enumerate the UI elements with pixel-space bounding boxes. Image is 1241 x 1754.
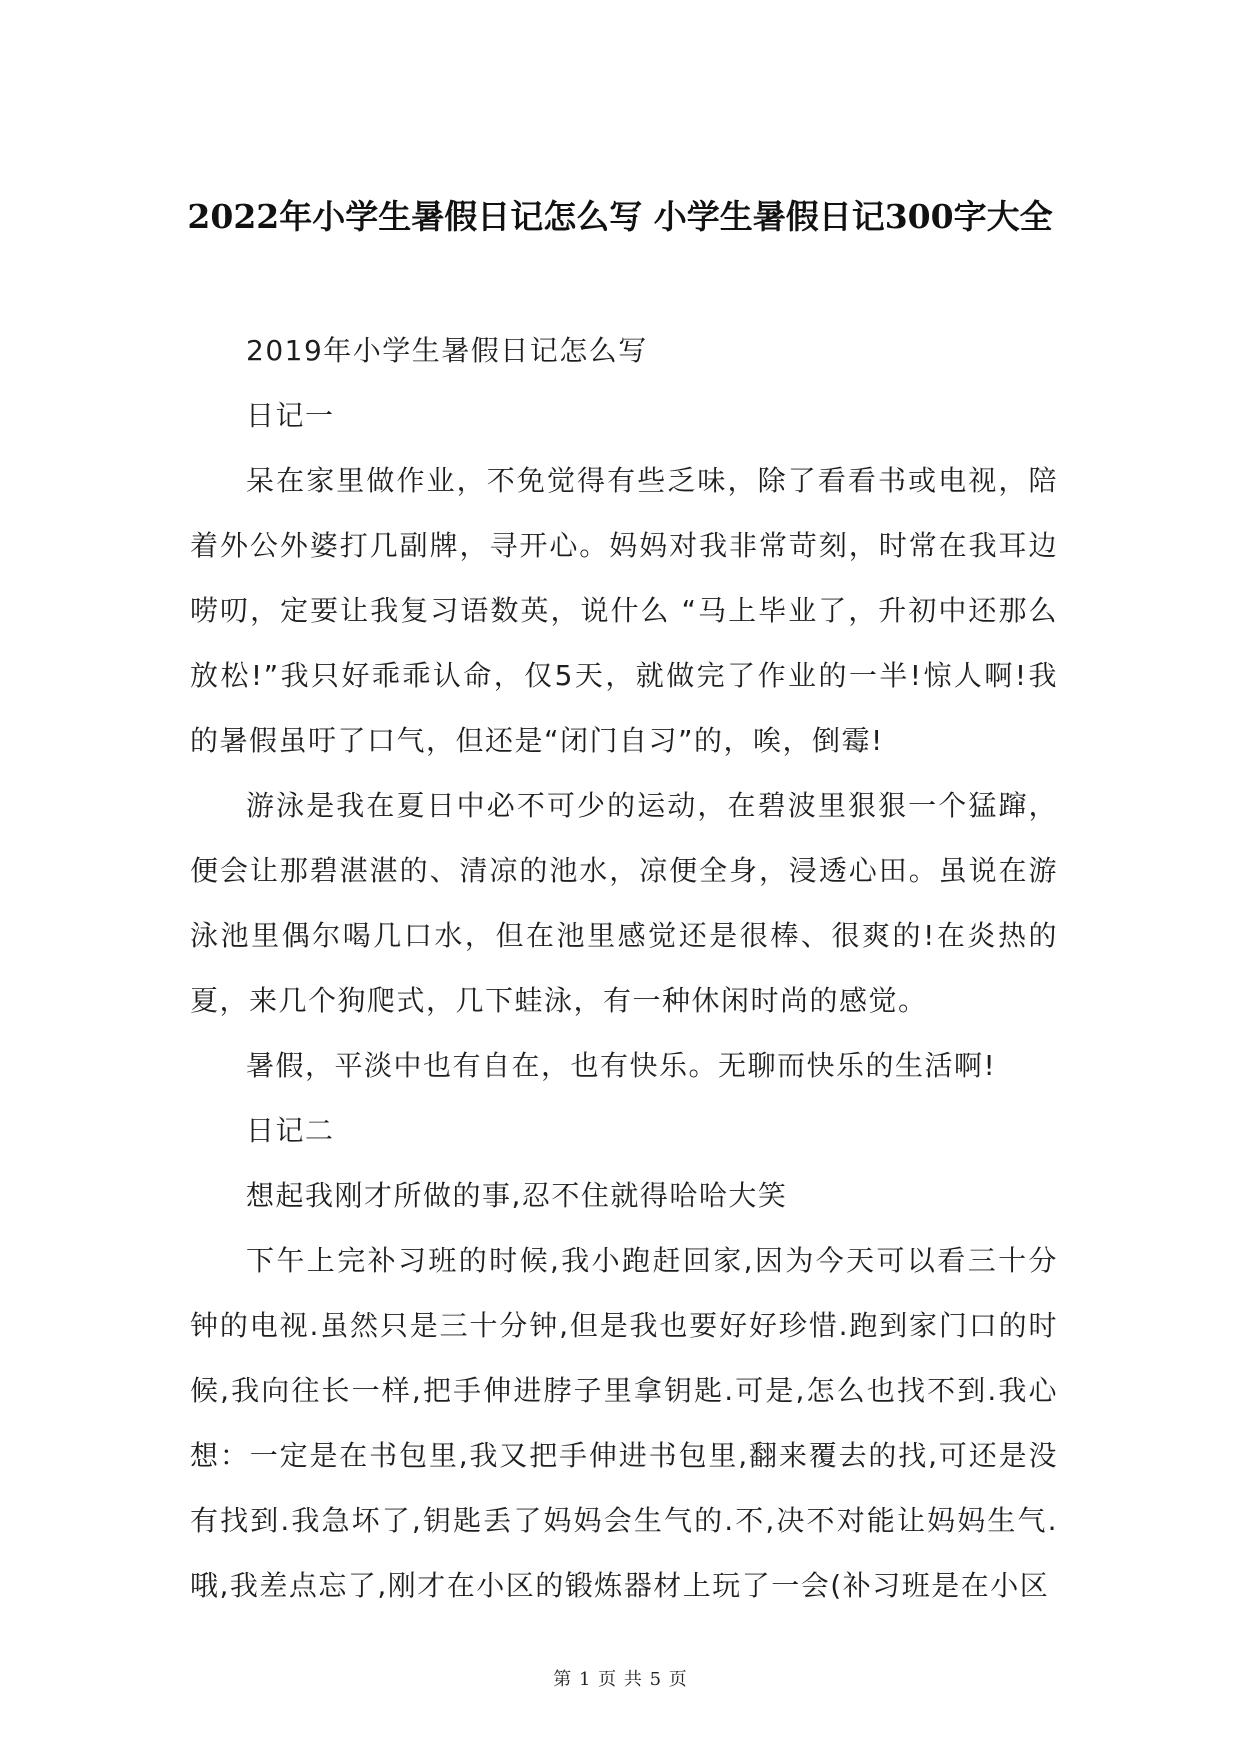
page-number: 第 1 页 共 5 页 bbox=[553, 1669, 688, 1690]
paragraph-subtitle: 2019年小学生暑假日记怎么写 bbox=[246, 334, 648, 367]
paragraph-homework: 呆在家里做作业，不免觉得有些乏味，除了看看书或电视，陪着外公外婆打几副牌，寻开心。妈妈对我非常苛刻，时常在我耳边唠叨，定要让我复习语数英，说什么 “马上毕业了，升初中还那么放松!”我只好乖乖认命，仅5天，就做完了作业的一半!惊人啊!我的暑假虽吁了口气，但还是“闭门自习”的，唉，倒霉! bbox=[190, 464, 1058, 757]
paragraph-diary-one-heading: 日记一 bbox=[246, 399, 335, 432]
paragraph-lost-key: 下午上完补习班的时候,我小跑赶回家,因为今天可以看三十分钟的电视.虽然只是三十分钟,但是我也要好好珍惜.跑到家门口的时候,我向往长一样,把手伸进脖子里拿钥匙.可是,怎么也找不到.我心想：一定是在书包里,我又把手伸进书包里,翻来覆去的找,可还是没有找到.我急坏了,钥匙丢了妈妈会生气的.不,决不对能让妈妈生气.哦,我差点忘了,刚才在小区的锻炼器材上玩了一会(补习班是在小区 bbox=[190, 1244, 1058, 1602]
document-title: 2022年小学生暑假日记怎么写 小学生暑假日记300字大全 bbox=[187, 197, 1053, 236]
paragraph-summer-summary: 暑假，平淡中也有自在，也有快乐。无聊而快乐的生活啊! bbox=[246, 1049, 997, 1082]
paragraph-swimming: 游泳是我在夏日中必不可少的运动，在碧波里狠狠一个猛蹿，便会让那碧湛湛的、清凉的池水，凉便全身，浸透心田。虽说在游泳池里偶尔喝几口水，但在池里感觉还是很棒、很爽的!在炎热的夏，来几个狗爬式，几下蛙泳，有一种休闲时尚的感觉。 bbox=[190, 789, 1058, 1017]
document-body bbox=[190, 318, 1058, 1618]
paragraph-laugh: 想起我刚才所做的事,忍不住就得哈哈大笑 bbox=[246, 1179, 788, 1212]
paragraph-diary-two-heading: 日记二 bbox=[246, 1114, 335, 1147]
